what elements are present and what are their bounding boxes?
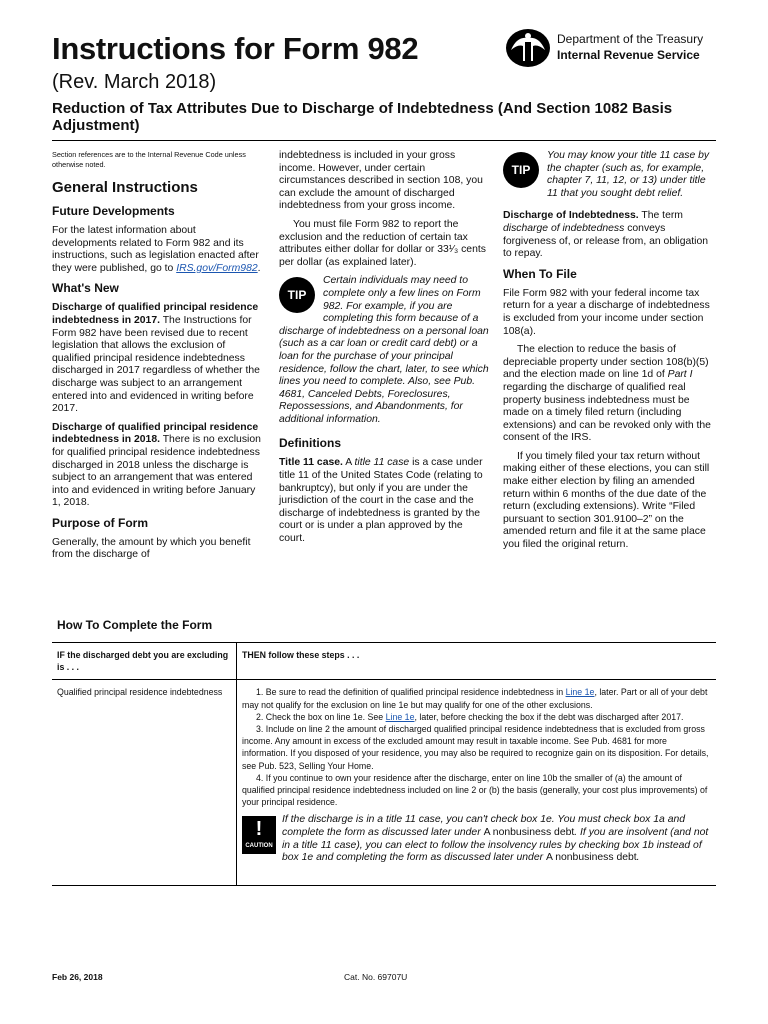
column-2	[279, 150, 489, 552]
line-1e-link-2[interactable]: Line 1e	[385, 711, 415, 722]
purpose-text: Generally, the amount by which you benefit from the discharge of	[52, 536, 251, 561]
caution-box	[242, 814, 711, 864]
wtf-p2-b: regarding the discharge of qualified real property business indebtedness must be made on a timely filed return (including extensions) and can be revoked only with the consent of the IRS.	[503, 381, 711, 444]
discharge-2017-text: The Instructions for Form 982 have been revised due to recent legislation that allows the exclusion of qualified principal residence indebtedness discharged in 2017 regardless of whether the discharge was subject to an arrangement entered into and evidenced in writing before 2017.	[52, 314, 260, 415]
discharge-2017-paragraph	[52, 302, 262, 415]
caution-mark: !	[255, 818, 263, 841]
future-end: .	[257, 262, 261, 274]
when-to-file-p3: If you timely filed your tax return without making either of these elections, you can still make either election by filing an amended return within 6 months of the due date of the return (excluding extensions). Write “Filed pursuant to section 301.9100–2” on the amended return and file it at the same place you filed the original return.	[503, 450, 710, 551]
footer-date: Feb 26, 2018	[52, 972, 103, 982]
step-1	[242, 686, 711, 710]
step-3: 3. Include on line 2 the amount of discharged qualified principal residence indebtedness that is excluded from gross income. Any amount in excess of the excluded amount may result in taxable income. See Pub. 4681 for more information. If you disposed of your residence, you may also be required to recognize gain on its disposition. For details, see Pub. 523, Selling Your Home.	[242, 724, 709, 771]
row-label: Qualified principal residence indebtedness	[52, 680, 237, 885]
header-divider	[52, 140, 716, 141]
agency-name	[557, 31, 703, 63]
table-header-row	[52, 643, 716, 680]
title11-term: title 11 case	[354, 457, 410, 469]
step2-a: 2. Check the box on line 1e. See	[256, 711, 386, 722]
discharge-def-lead: Discharge of Indebtedness.	[503, 210, 639, 222]
caution-nonbusiness-1: A nonbusiness debt	[483, 827, 575, 839]
gross-income-paragraph: indebtedness is included in your gross income. However, under certain circumstances described in section 108, you can exclude the amount of discharged indebtedness from your gross income.	[279, 150, 483, 212]
title11-lead: Title 11 case.	[279, 457, 343, 469]
general-instructions-heading: General Instructions	[52, 179, 198, 196]
tip-box-2	[503, 150, 716, 200]
tip-icon-2: TIP	[503, 152, 539, 188]
col2-header: THEN follow these steps . . .	[237, 643, 717, 680]
title11-b: is a case under title 11 of the United States Code (relating to bankruptcy), but only if you are under the jurisdiction of the court in the case and the discharge of indebtedness is granted by the court or is under a plan approved by the court.	[279, 457, 483, 545]
title11-a: A	[342, 457, 355, 469]
form982-link[interactable]: IRS.gov/Form982	[176, 262, 258, 274]
step1-b: , later. Part or all of your debt may not qualify for the exclusion on line 1e but may qualify for one of the other exclusions.	[242, 687, 708, 710]
discharge-2018-lead: Discharge of qualified principal residence indebtedness in 2018.	[52, 421, 259, 446]
discharge-2018-text: There is no exclusion for qualified principal residence indebtedness discharged in 2018 unless the discharge is subject to an arrangement that was entered into and evidenced in writing before January 1, 2018.	[52, 434, 261, 509]
tip-text: Certain individuals may need to complete only a few lines on Form 982. For example, if you are completing this form because of a discharge of indebtedness on a personal loan (such as a car loan or credit card debt) or a loan for the purchase of your principal residence, follow the chart, later, to see which lines you need to complete. Also, see Pub. 4681, Canceled Debts, Foreclosures, Repossessions, and Abandonments, for additional information.	[279, 275, 489, 425]
caution-c: .	[636, 852, 640, 864]
title11-paragraph	[279, 457, 489, 545]
when-to-file-heading: When To File	[503, 266, 577, 281]
step-2	[242, 711, 711, 723]
tip-text-2: You may know your title 11 case by the chapter (such as, for example, chapter 7, 11, 12, or 13) under title 11 that you sought debt relief.	[547, 150, 710, 199]
tip-box	[279, 275, 489, 426]
service-line: Internal Revenue Service	[557, 48, 700, 62]
step1-a: 1. Be sure to read the definition of qualified principal residence indebtedness in	[256, 687, 566, 698]
discharge-2018-paragraph	[52, 422, 262, 510]
document-title: Instructions for Form 982	[52, 31, 419, 66]
row-steps	[237, 680, 717, 885]
col1-header: IF the discharged debt you are excluding is . . .	[52, 643, 237, 680]
catalog-number: Cat. No. 69707U	[344, 972, 408, 982]
column-1	[52, 150, 262, 568]
how-to-complete-heading: How To Complete the Form	[57, 618, 213, 632]
must-file-paragraph: You must file Form 982 to report the exclusion and the reduction of certain tax attributes either dollar for dollar or 33¹⁄₃ cents per dollar (as explained later).	[279, 218, 486, 268]
purpose-of-form-heading: Purpose of Form	[52, 515, 149, 530]
step2-b: , later, before checking the box if the debt was discharged after 2017.	[414, 711, 684, 722]
when-to-file-p1: File Form 982 with your federal income tax return for a year a discharge of indebtedness is excluded from your income under section 108(a).	[503, 287, 710, 337]
doi-b: conveys forgiveness of, or release from, an obligation to repay.	[503, 222, 709, 260]
discharge-2017-lead: Discharge of qualified principal residence indebtedness in 2017.	[52, 302, 259, 326]
wtf-p2-a: The election to reduce the basis of depreciable property under section 108(b)(5) and the election made on line 1d of	[503, 344, 709, 381]
table-row	[52, 680, 716, 885]
line-1e-link[interactable]: Line 1e	[565, 687, 595, 698]
future-developments-heading: Future Developments	[52, 204, 175, 218]
document-subtitle: Reduction of Tax Attributes Due to Discharge of Indebtedness (And Section 1082 Basis Adjustment)	[52, 100, 673, 134]
future-text: For the latest information about developments related to Form 982 and its instructions, such as legislation enacted after they were published, go to	[52, 225, 259, 274]
definitions-heading: Definitions	[279, 436, 341, 451]
discharge-definition	[503, 210, 716, 260]
section-references-note: Section references are to the Internal Revenue Code unless otherwise noted.	[52, 150, 246, 169]
doi-term: discharge of indebtedness	[503, 222, 625, 234]
irs-eagle-logo	[505, 28, 551, 68]
doi-a: The term	[638, 210, 683, 222]
steps-table	[52, 642, 716, 886]
caution-icon	[242, 816, 276, 854]
caution-b: . If you are insolvent (and not in a title 11 case), you can elect to follow the insolvency rules by checking box 1b instead of box 1e and completing the form as discussed later under	[282, 827, 709, 864]
revision-date: (Rev. March 2018)	[52, 71, 217, 93]
department-line: Department of the Treasury	[557, 32, 704, 46]
caution-nonbusiness-2: A nonbusiness debt	[545, 852, 637, 864]
tip-icon: TIP	[279, 277, 315, 313]
column-3	[503, 150, 716, 558]
caution-label: CAUTION	[245, 843, 273, 850]
whats-new-heading: What's New	[52, 281, 119, 296]
wtf-part1: Part I	[667, 369, 693, 381]
caution-a: If the discharge is in a title 11 case, you can't check box 1e. You must check box 1a and complete the form as discussed later under	[282, 814, 686, 839]
step-4: 4. If you continue to own your residence after the discharge, enter on line 10b the smaller of (a) the amount of qualified principal residence indebtedness included on line 2 or (b) the basis (generally, your cost plus improvements) of your principal residence.	[242, 772, 708, 808]
future-developments-text	[52, 225, 262, 275]
when-to-file-p2	[503, 344, 716, 445]
